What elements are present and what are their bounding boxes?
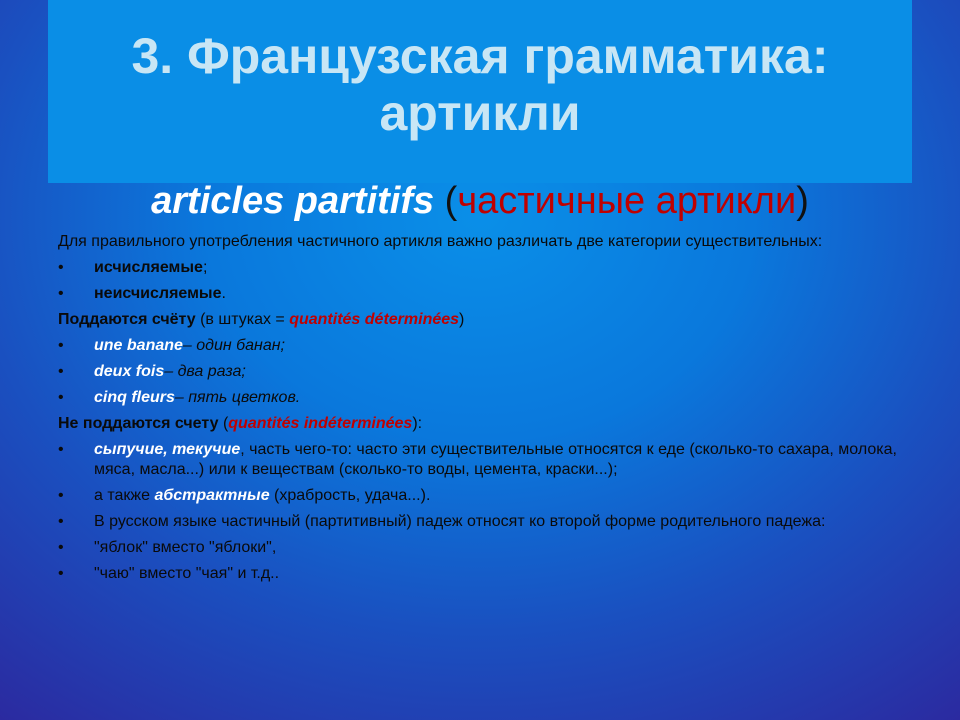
bullet-icon: • (58, 259, 64, 276)
uncountable-item-4 (58, 538, 918, 558)
list-item-uncountable (58, 284, 918, 304)
countable-heading-close: ) (459, 311, 465, 328)
uncountable-item-3 (58, 512, 918, 532)
example-3-russian: – пять цветков. (174, 389, 301, 406)
uncountable-heading-close: ): (412, 415, 423, 432)
bullet-icon: • (58, 487, 64, 504)
example-item-3 (58, 388, 918, 408)
bullet-icon: • (58, 363, 64, 380)
uncountable-item-5 (58, 564, 918, 584)
example-2-russian: – два раза; (164, 363, 246, 380)
countable-heading (58, 310, 918, 330)
term-uncountable: неисчисляемые (94, 285, 222, 302)
example-1-russian: – один банан; (182, 337, 285, 354)
uncountable-1-lead: сыпучие, текучие (94, 441, 241, 458)
uncountable-2-pre: а также (94, 487, 155, 504)
example-item-2 (58, 362, 918, 382)
example-item-1 (58, 336, 918, 356)
list-item-countable (58, 258, 918, 278)
slide-subtitle (0, 178, 960, 224)
bullet-icon: • (58, 513, 64, 530)
subtitle-french: articles partitifs (151, 180, 435, 222)
term-uncountable-tail: . (221, 285, 226, 302)
uncountable-5-text: "чаю" вместо "чая" и т.д.. (94, 565, 280, 582)
bullet-icon: • (58, 441, 64, 458)
uncountable-4-text: "яблок" вместо "яблоки", (94, 539, 277, 556)
uncountable-heading-lead: Не поддаются счету (58, 415, 219, 432)
subtitle-russian: частичные артикли (457, 180, 797, 222)
example-3-french: cinq fleurs (94, 389, 175, 406)
bullet-icon: • (58, 285, 64, 302)
bullet-icon: • (58, 539, 64, 556)
subtitle-open-paren: ( (434, 180, 458, 222)
uncountable-item-2 (58, 486, 918, 506)
slide-body (58, 232, 918, 590)
uncountable-heading-term: quantités indéterminées (228, 415, 413, 432)
uncountable-item-1 (58, 440, 918, 480)
uncountable-2-rest: (храбрость, удача...). (269, 487, 431, 504)
example-1-french: une banane (94, 337, 183, 354)
uncountable-1-rest: , часть чего-то: часто эти существительные относятся к еде (сколько-то сахара, молока, мяса, масла...) или к веществам (сколько-то воды, цемента, краски...); (94, 441, 897, 478)
uncountable-heading-open: ( (218, 415, 229, 432)
slide-title: 3. Французская грамматика: артикли (131, 28, 829, 141)
term-countable-tail: ; (202, 259, 208, 276)
countable-heading-term: quantités déterminées (289, 311, 460, 328)
countable-heading-mid: (в штуках = (195, 311, 290, 328)
uncountable-3-text: В русском языке частичный (партитивный) падеж относят ко второй форме родительного падежа: (94, 513, 826, 530)
term-countable: исчисляемые (94, 259, 203, 276)
subtitle-close-paren: ) (796, 180, 809, 222)
bullet-icon: • (58, 565, 64, 582)
intro-paragraph: Для правильного употребления частичного артикля важно различать две категории существительных: (58, 233, 823, 250)
uncountable-heading (58, 414, 918, 434)
bullet-icon: • (58, 337, 64, 354)
uncountable-2-term: абстрактные (154, 487, 270, 504)
bullet-icon: • (58, 389, 64, 406)
countable-heading-lead: Поддаются счёту (58, 311, 196, 328)
example-2-french: deux fois (94, 363, 165, 380)
